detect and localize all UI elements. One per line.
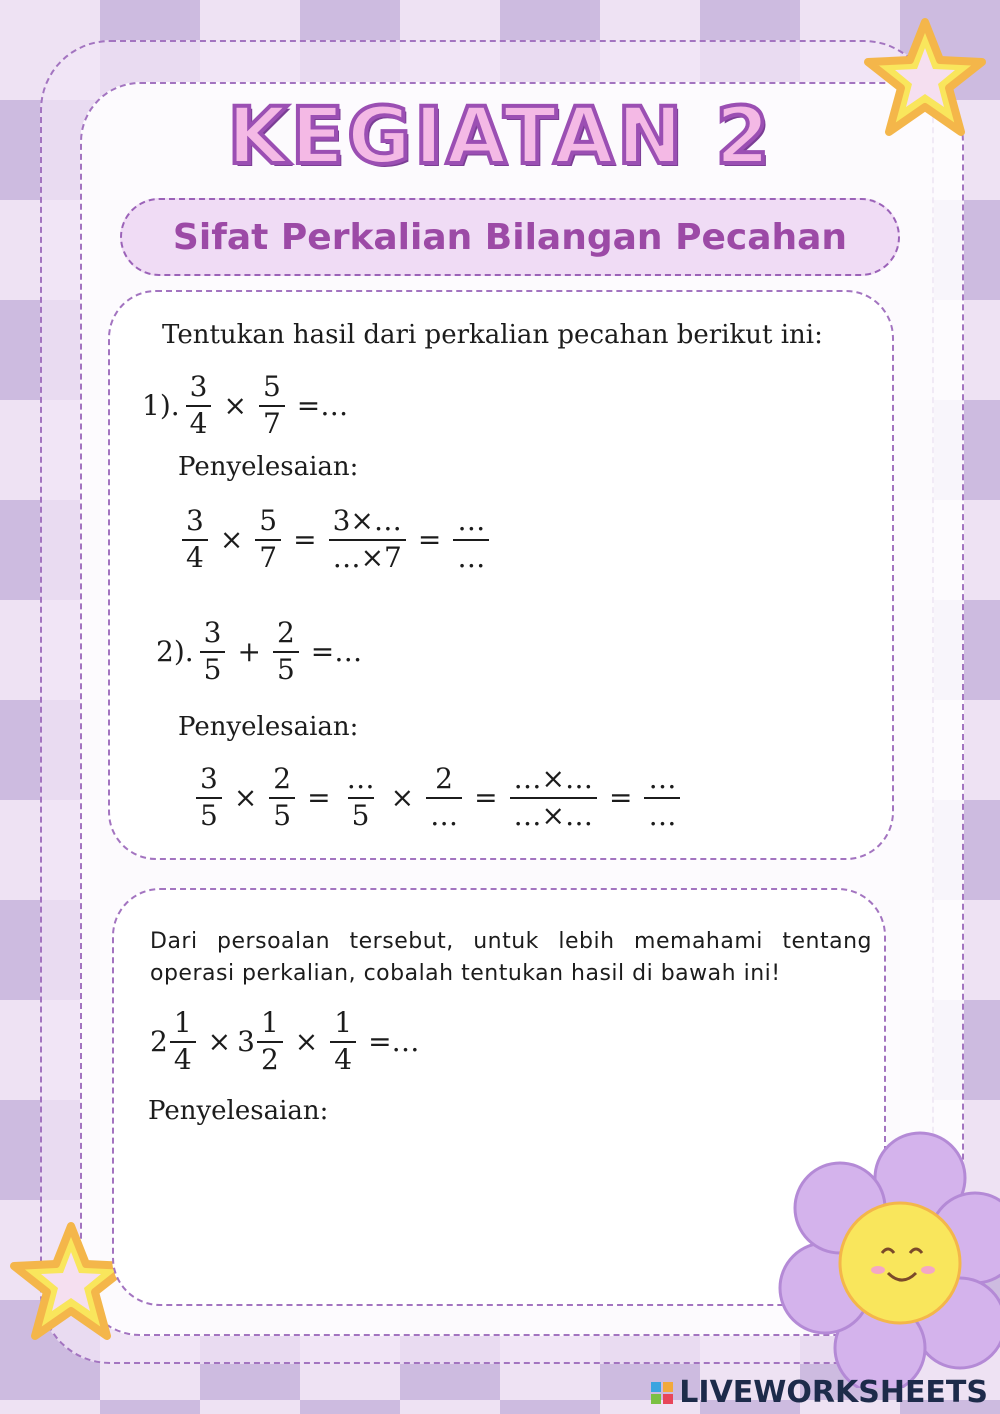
equals-blank: =… <box>310 635 363 669</box>
fraction: $\frac{2}{5}$ <box>273 618 299 686</box>
question-number: 2). <box>156 635 194 669</box>
fraction: $\frac{3}{4}$ <box>186 372 212 440</box>
operator: = <box>417 523 442 557</box>
fraction-blank[interactable]: $\frac{\dots}{5}$ <box>346 762 375 832</box>
question-number: 1). <box>142 389 180 423</box>
fraction: $\frac{3}{5}$ <box>200 618 226 686</box>
page-title: KEGIATAN 2 <box>227 92 773 182</box>
solution-label: Penyelesaian: <box>148 1096 329 1126</box>
watermark <box>651 1375 988 1410</box>
solution-label: Penyelesaian: <box>178 452 359 482</box>
fraction: $\frac{3}{4}$ <box>182 506 208 574</box>
solution-label: Penyelesaian: <box>178 712 359 742</box>
answer-area[interactable] <box>150 1140 810 1280</box>
question-2 <box>156 618 368 686</box>
equals-blank: =… <box>296 389 349 423</box>
liveworksheets-logo-icon <box>651 1382 673 1404</box>
fraction-blank[interactable]: $\frac{2}{\dots}$ <box>426 764 462 832</box>
whole-number: 3 <box>237 1025 255 1059</box>
fraction: $\frac{1}{4}$ <box>330 1008 356 1076</box>
question-1 <box>142 372 354 440</box>
equals-blank: =… <box>368 1025 420 1059</box>
whole-number: 2 <box>150 1025 168 1059</box>
instruction-text: Tentukan hasil dari perkalian pecahan berikut ini: <box>162 320 823 350</box>
operator: × <box>207 1025 232 1059</box>
fraction: $\frac{1}{4}$ <box>170 1008 196 1076</box>
operator: × <box>390 781 415 815</box>
fraction: $\frac{3}{5}$ <box>196 764 222 832</box>
operator: = <box>307 781 331 815</box>
solution-1 <box>176 506 495 574</box>
operator: = <box>474 781 498 815</box>
operator: + <box>237 635 261 669</box>
fraction: $\frac{5}{7}$ <box>255 506 281 574</box>
question-3 <box>150 1008 426 1076</box>
operator: = <box>293 523 317 557</box>
fraction-blank[interactable]: $\frac{\dots}{\dots}$ <box>453 506 489 574</box>
fraction: $\frac{2}{5}$ <box>269 764 295 832</box>
fraction: $\frac{5}{7}$ <box>259 372 285 440</box>
fraction: $\frac{1}{2}$ <box>257 1008 283 1076</box>
watermark-text: LIVEWORKSHEETS <box>679 1375 988 1410</box>
subtitle: Sifat Perkalian Bilangan Pecahan <box>172 216 848 258</box>
operator: × <box>294 1025 319 1059</box>
operator: = <box>609 781 633 815</box>
operator: × <box>223 389 247 423</box>
flower-icon <box>770 1128 1000 1388</box>
fraction-blank[interactable]: $\frac{3\times\dots}{\dots\times 7}$ <box>329 506 406 574</box>
operator: × <box>219 523 244 557</box>
solution-2 <box>190 764 686 832</box>
fraction-blank[interactable]: $\frac{\dots}{\dots}$ <box>644 764 680 832</box>
fraction-blank[interactable]: $\frac{\dots\times\dots}{\dots\times\dots}$ <box>510 764 597 832</box>
operator: × <box>233 781 258 815</box>
subtitle-banner <box>120 198 900 276</box>
instruction-paragraph: Dari persoalan tersebut, untuk lebih memahami tentang operasi perkalian, cobalah tentukan hasil di bawah ini! <box>150 929 872 986</box>
